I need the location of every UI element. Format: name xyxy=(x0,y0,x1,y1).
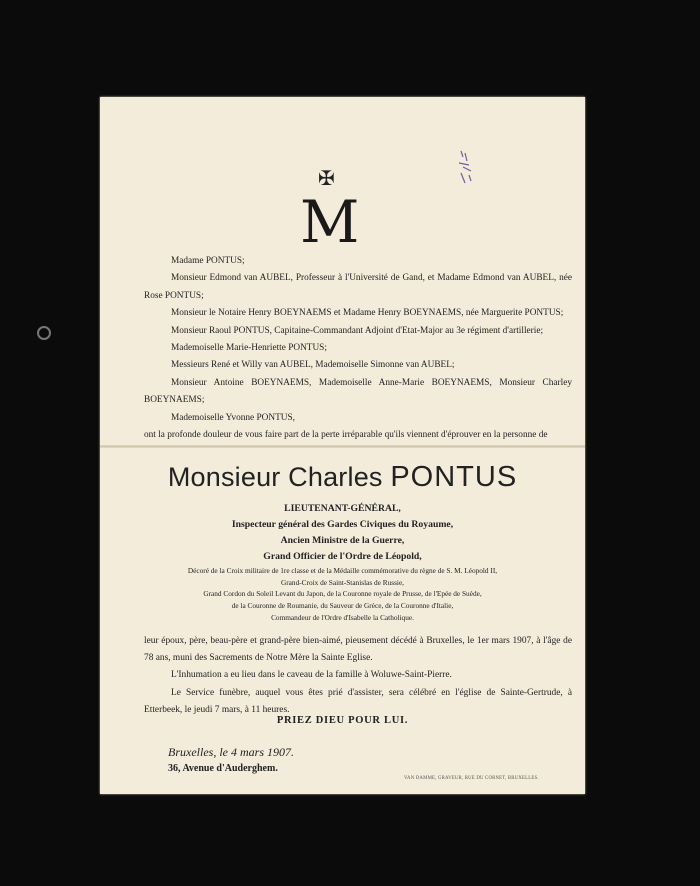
family-line: Mademoiselle Marie-Henriette PONTUS; xyxy=(171,343,327,354)
monogram: M xyxy=(300,188,360,256)
decoration-line: Décoré de la Croix militaire de 1re classe et de la Médaille commémorative du règne de S. M. Léopold II, xyxy=(187,566,498,575)
family-line: Monsieur Edmond van AUBEL, Professeur à l'Université de Gand, et Madame Edmond van AUBEL, née Rose PONTUS; xyxy=(144,273,572,301)
title-line: Ancien Ministre de la Guerre, xyxy=(280,535,405,546)
paper-fold xyxy=(100,445,585,448)
prayer-line: PRIEZ DIEU POUR LUI. xyxy=(276,715,409,726)
interment-notice: L'Inhumation a eu lieu dans le caveau de la famille à Woluwe-Saint-Pierre. xyxy=(171,670,452,681)
family-line: Messieurs René et Willy van AUBEL, Mademoiselle Simonne van AUBEL; xyxy=(171,360,455,371)
place-date: Bruxelles, le 4 mars 1907. xyxy=(168,745,294,759)
family-line: Monsieur Antoine BOEYNAEMS, Mademoiselle Anne-Marie BOEYNAEMS, Monsieur Charley BOEYNAEMS; xyxy=(144,377,572,406)
death-notice: leur époux, père, beau-père et grand-père bien-aimé, pieusement décédé à Bruxelles, le 1er mars 1907, à l'âge de 78 ans, muni des Sacrements de Notre Mère la Sainte Eglise. xyxy=(144,636,572,664)
notice-body xyxy=(144,633,572,719)
cross-icon: ✠ xyxy=(318,168,335,190)
title-line: Grand Officier de l'Ordre de Léopold, xyxy=(263,551,422,562)
decoration-line: Grand Cordon du Soleil Levant du Japon, de la Couronne royale de Prusse, de l'Epée de Suède, xyxy=(203,589,482,599)
family-list xyxy=(144,253,572,444)
family-line: Madame PONTUS; xyxy=(171,256,245,266)
decoration-line: de la Couronne de Roumanie, du Sauveur de Grèce, de la Couronne d'Italie, xyxy=(231,601,454,611)
funeral-announcement xyxy=(100,97,585,794)
binder-hole xyxy=(37,326,51,340)
printer-credit: VAN DAMME, GRAVEUR, RUE DU CORNET, BRUXELLES. xyxy=(404,776,539,781)
address: 36, Avenue d'Auderghem. xyxy=(168,763,278,774)
service-notice: Le Service funèbre, auquel vous êtes prié d'assister, sera célébré en l'église de Sainte-Gertrude, à Etterbeek, le jeudi 7 mars, à 11 heures. xyxy=(144,687,572,715)
family-line: Monsieur Raoul PONTUS, Capitaine-Commandant Adjoint d'Etat-Major au 3e régiment d'artillerie; xyxy=(171,325,544,336)
decoration-line: Grand-Croix de Saint-Stanislas de Russie, xyxy=(280,577,405,587)
deceased-prefix: Monsieur Charles xyxy=(167,462,383,492)
family-line: Monsieur le Notaire Henry BOEYNAEMS et Madame Henry BOEYNAEMS, née Marguerite PONTUS; xyxy=(171,308,564,319)
title-line: LIEUTENANT-GÉNÉRAL, xyxy=(284,503,401,514)
family-line: Mademoiselle Yvonne PONTUS, xyxy=(171,412,295,423)
loss-sentence: ont la profonde douleur de vous faire part de la perte irréparable qu'ils viennent d'éprouver en la personne de xyxy=(144,430,548,441)
title-line: Inspecteur général des Gardes Civiques du Royaume, xyxy=(231,519,454,530)
deceased-name xyxy=(100,461,585,494)
titles-block xyxy=(100,501,585,624)
decoration-line: Commandeur de l'Ordre d'Isabelle la Catholique. xyxy=(271,612,414,622)
deceased-surname: PONTUS xyxy=(390,461,518,493)
ink-stamp-mark xyxy=(455,149,477,185)
